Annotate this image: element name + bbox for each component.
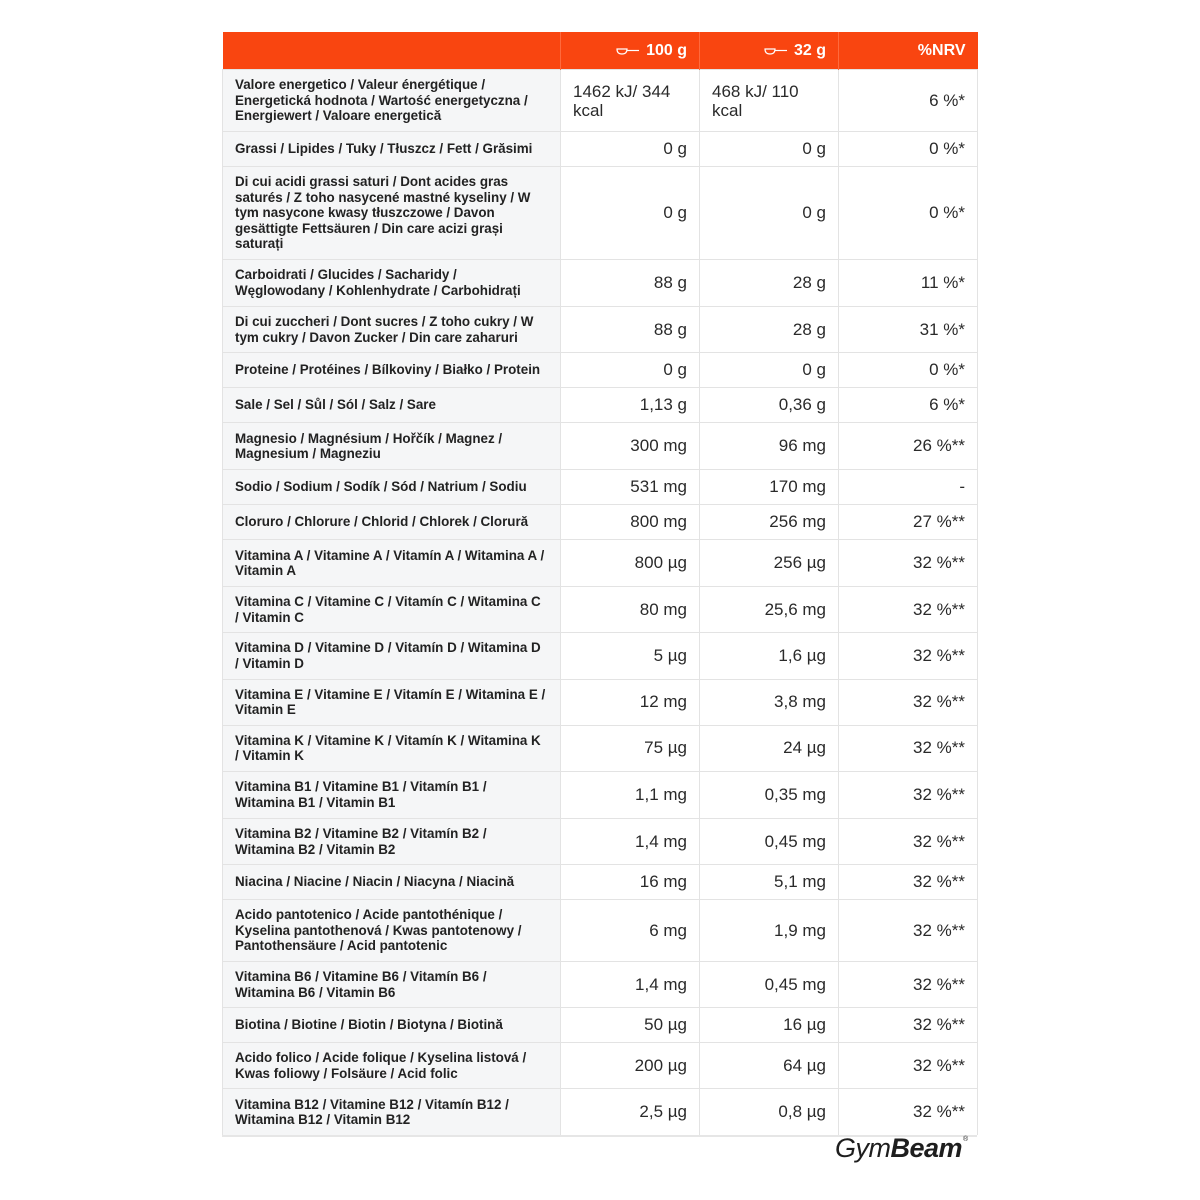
nrv-percent: 32 %** <box>839 587 978 633</box>
nutrient-name: Vitamina B1 / Vitamine B1 / Vitamín B1 / Witamina B1 / Vitamin B1 <box>223 771 561 818</box>
header-32g <box>700 32 839 70</box>
value-per-100g: 80 mg <box>561 587 700 633</box>
nrv-percent: - <box>839 470 978 505</box>
nutrient-name: Di cui zuccheri / Dont sucres / Z toho cukry / W tym cukry / Davon Zucker / Din care zaharuri <box>223 306 561 352</box>
value-per-serving: 96 mg <box>700 423 839 470</box>
nrv-percent: 6 %* <box>839 388 978 423</box>
nrv-percent: 32 %** <box>839 633 978 679</box>
logo-registered-mark: ® <box>963 1136 968 1143</box>
value-per-serving: 28 g <box>700 306 839 352</box>
value-per-serving: 0,36 g <box>700 388 839 423</box>
value-per-serving: 170 mg <box>700 470 839 505</box>
value-per-serving: 0,35 mg <box>700 771 839 818</box>
table-row <box>223 540 978 587</box>
nutrient-name: Acido folico / Acide folique / Kyselina listová / Kwas foliowy / Folsäure / Acid folic <box>223 1043 561 1089</box>
value-per-serving: 1,6 µg <box>700 633 839 679</box>
value-per-100g: 1462 kJ/ 344 kcal <box>561 70 700 132</box>
value-per-100g: 300 mg <box>561 423 700 470</box>
nrv-percent: 32 %** <box>839 540 978 587</box>
nrv-percent: 6 %* <box>839 70 978 132</box>
table-row <box>223 900 978 962</box>
table-row <box>223 1043 978 1089</box>
nrv-percent: 26 %** <box>839 423 978 470</box>
value-per-serving: 0 g <box>700 132 839 167</box>
value-per-100g: 200 µg <box>561 1043 700 1089</box>
logo-part-beam: Beam <box>890 1133 963 1163</box>
nutrient-name: Vitamina B12 / Vitamine B12 / Vitamín B12 / Witamina B12 / Vitamin B12 <box>223 1089 561 1135</box>
header-nrv: %NRV <box>839 32 978 70</box>
value-per-100g: 0 g <box>561 353 700 388</box>
logo-part-gym: Gym <box>835 1133 891 1163</box>
nrv-percent: 27 %** <box>839 505 978 540</box>
value-per-100g: 2,5 µg <box>561 1089 700 1135</box>
nutrient-name: Vitamina C / Vitamine C / Vitamín C / Witamina C / Vitamin C <box>223 587 561 633</box>
table-row <box>223 306 978 352</box>
value-per-100g: 1,13 g <box>561 388 700 423</box>
nrv-percent: 32 %** <box>839 865 978 900</box>
nutrient-name: Valore energetico / Valeur énergétique / Energetická hodnota / Wartość energetyczna / Energiewert / Valoare energetică <box>223 70 561 132</box>
value-per-serving: 0 g <box>700 167 839 260</box>
nrv-percent: 32 %** <box>839 818 978 864</box>
table-row <box>223 423 978 470</box>
nrv-percent: 11 %* <box>839 259 978 306</box>
nutrient-name: Grassi / Lipides / Tuky / Tłuszcz / Fett / Grăsimi <box>223 132 561 167</box>
table-row <box>223 725 978 771</box>
nrv-percent: 32 %** <box>839 962 978 1008</box>
gymbeam-logo <box>835 1133 968 1164</box>
table-row <box>223 1008 978 1043</box>
nutrient-name: Vitamina A / Vitamine A / Vitamín A / Witamina A / Vitamin A <box>223 540 561 587</box>
value-per-100g: 5 µg <box>561 633 700 679</box>
nrv-percent: 0 %* <box>839 353 978 388</box>
nutrient-name: Vitamina D / Vitamine D / Vitamín D / Witamina D / Vitamin D <box>223 633 561 679</box>
value-per-serving: 25,6 mg <box>700 587 839 633</box>
table-row <box>223 132 978 167</box>
value-per-100g: 88 g <box>561 306 700 352</box>
nutrient-name: Proteine / Protéines / Bílkoviny / Białko / Protein <box>223 353 561 388</box>
nutrient-name: Magnesio / Magnésium / Hořčík / Magnez / Magnesium / Magneziu <box>223 423 561 470</box>
value-per-100g: 1,4 mg <box>561 962 700 1008</box>
nutrient-name: Sodio / Sodium / Sodík / Sód / Natrium / Sodiu <box>223 470 561 505</box>
value-per-serving: 0 g <box>700 353 839 388</box>
value-per-serving: 64 µg <box>700 1043 839 1089</box>
header-32g-label: 32 g <box>793 41 826 59</box>
table-row <box>223 587 978 633</box>
value-per-100g: 800 µg <box>561 540 700 587</box>
value-per-100g: 1,4 mg <box>561 818 700 864</box>
table-row <box>223 679 978 725</box>
value-per-serving: 16 µg <box>700 1008 839 1043</box>
nrv-percent: 32 %** <box>839 771 978 818</box>
table-row <box>223 470 978 505</box>
value-per-serving: 3,8 mg <box>700 679 839 725</box>
value-per-serving: 1,9 mg <box>700 900 839 962</box>
nrv-percent: 32 %** <box>839 1008 978 1043</box>
nutrient-name: Di cui acidi grassi saturi / Dont acides gras saturés / Z toho nasycené mastné kyseliny / W tym nasycone kwasy tłuszczowe / Davon gesättigte Fettsäuren / Din care acizi grași saturați <box>223 167 561 260</box>
nrv-percent: 32 %** <box>839 679 978 725</box>
table-header <box>223 32 978 70</box>
value-per-serving: 0,8 µg <box>700 1089 839 1135</box>
nrv-percent: 32 %** <box>839 1089 978 1135</box>
nrv-percent: 0 %* <box>839 132 978 167</box>
nutrient-name: Acido pantotenico / Acide pantothénique / Kyselina pantothenová / Kwas pantotenowy / Pantothensäure / Acid pantotenic <box>223 900 561 962</box>
value-per-serving: 256 µg <box>700 540 839 587</box>
nutrient-name: Sale / Sel / Sůl / Sól / Salz / Sare <box>223 388 561 423</box>
value-per-serving: 5,1 mg <box>700 865 839 900</box>
nutrient-name: Biotina / Biotine / Biotin / Biotyna / Biotină <box>223 1008 561 1043</box>
table-row <box>223 1089 978 1135</box>
scoop-icon <box>616 46 640 56</box>
table-row <box>223 633 978 679</box>
value-per-serving: 468 kJ/ 110 kcal <box>700 70 839 132</box>
nutrient-name: Niacina / Niacine / Niacin / Niacyna / Niacină <box>223 865 561 900</box>
nutrient-name: Vitamina B2 / Vitamine B2 / Vitamín B2 / Witamina B2 / Vitamin B2 <box>223 818 561 864</box>
table-row <box>223 505 978 540</box>
table-row <box>223 70 978 132</box>
nutrition-table-container <box>222 32 977 1137</box>
value-per-100g: 16 mg <box>561 865 700 900</box>
table-row <box>223 353 978 388</box>
scoop-icon <box>764 46 788 56</box>
value-per-100g: 1,1 mg <box>561 771 700 818</box>
nrv-percent: 32 %** <box>839 725 978 771</box>
value-per-100g: 6 mg <box>561 900 700 962</box>
table-row <box>223 818 978 864</box>
nutrient-name: Vitamina K / Vitamine K / Vitamín K / Witamina K / Vitamin K <box>223 725 561 771</box>
value-per-serving: 28 g <box>700 259 839 306</box>
table-row <box>223 388 978 423</box>
value-per-100g: 800 mg <box>561 505 700 540</box>
nrv-percent: 32 %** <box>839 1043 978 1089</box>
header-100g <box>561 32 700 70</box>
table-row <box>223 865 978 900</box>
table-row <box>223 167 978 260</box>
nrv-percent: 31 %* <box>839 306 978 352</box>
value-per-serving: 0,45 mg <box>700 962 839 1008</box>
nutrient-name: Cloruro / Chlorure / Chlorid / Chlorek / Clorură <box>223 505 561 540</box>
value-per-100g: 88 g <box>561 259 700 306</box>
nutrient-name: Vitamina B6 / Vitamine B6 / Vitamín B6 / Witamina B6 / Vitamin B6 <box>223 962 561 1008</box>
nutrition-table <box>222 32 978 1135</box>
value-per-serving: 0,45 mg <box>700 818 839 864</box>
table-row <box>223 259 978 306</box>
nutrient-name: Vitamina E / Vitamine E / Vitamín E / Witamina E / Vitamin E <box>223 679 561 725</box>
value-per-100g: 0 g <box>561 132 700 167</box>
value-per-100g: 531 mg <box>561 470 700 505</box>
value-per-serving: 24 µg <box>700 725 839 771</box>
nrv-percent: 32 %** <box>839 900 978 962</box>
value-per-serving: 256 mg <box>700 505 839 540</box>
header-name-col <box>223 32 561 70</box>
value-per-100g: 75 µg <box>561 725 700 771</box>
table-row <box>223 771 978 818</box>
nrv-percent: 0 %* <box>839 167 978 260</box>
value-per-100g: 12 mg <box>561 679 700 725</box>
nutrient-name: Carboidrati / Glucides / Sacharidy / Węglowodany / Kohlenhydrate / Carbohidrați <box>223 259 561 306</box>
table-row <box>223 962 978 1008</box>
header-100g-label: 100 g <box>646 41 687 59</box>
value-per-100g: 0 g <box>561 167 700 260</box>
value-per-100g: 50 µg <box>561 1008 700 1043</box>
table-body <box>223 70 978 1135</box>
